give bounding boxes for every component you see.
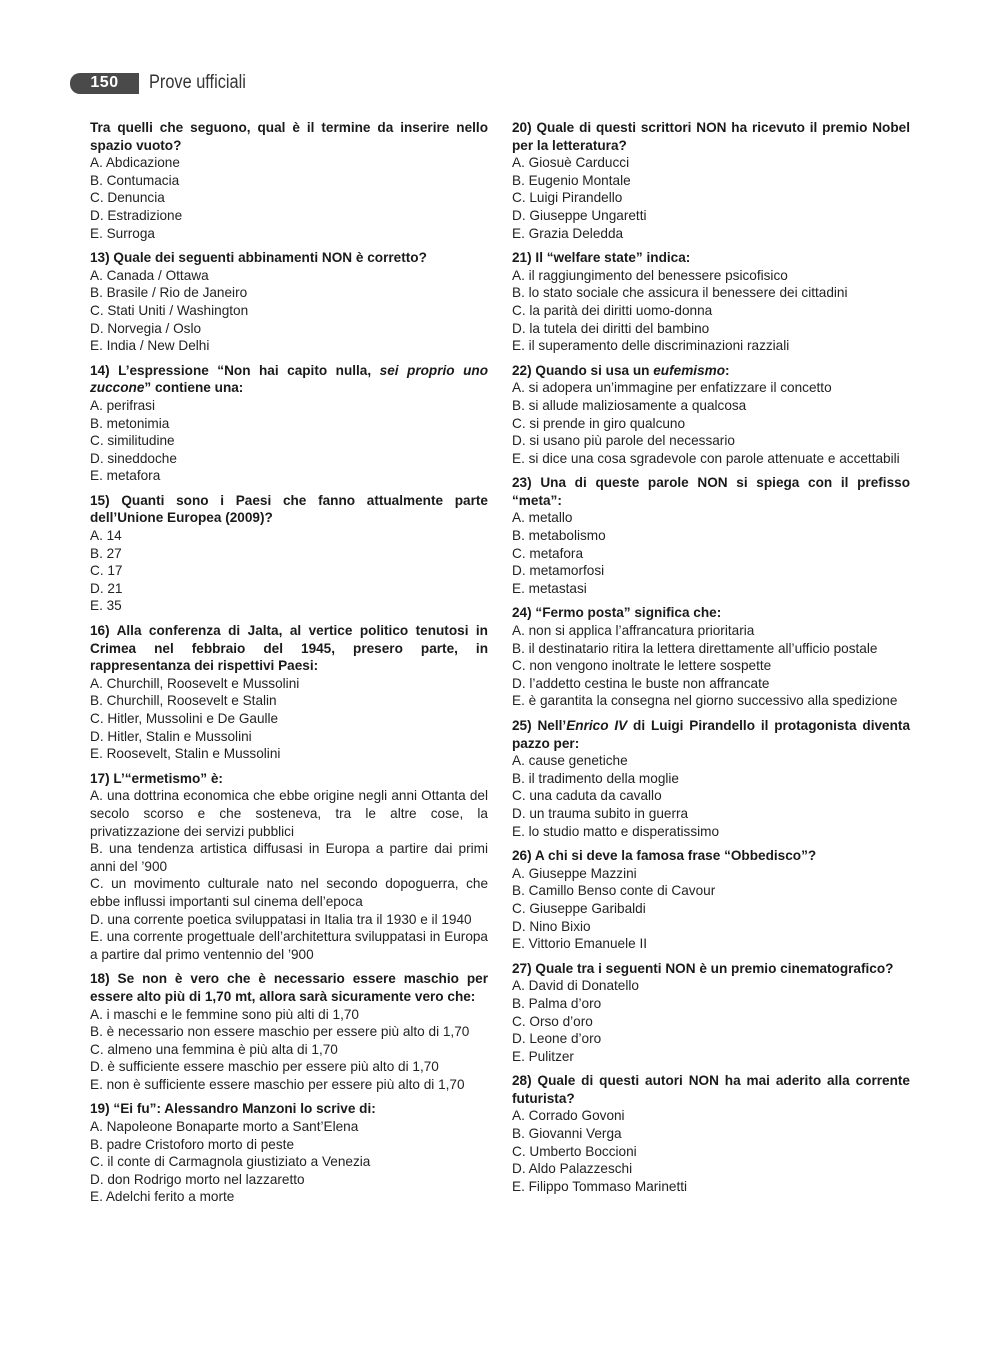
answer-options: [512, 379, 910, 467]
question-block: [512, 474, 910, 597]
answer-option: D. Aldo Palazzeschi: [512, 1161, 633, 1177]
question-block: [512, 847, 910, 953]
question-stem-italic: sei proprio uno zuccone: [90, 362, 488, 396]
answer-option: C. Umberto Boccioni: [512, 1143, 637, 1159]
right-column: [512, 119, 910, 1202]
question-stem-italic: eufemismo: [653, 362, 726, 378]
answer-option: B. è necessario non essere maschio per essere più alto di 1,70: [90, 1024, 470, 1040]
answer-option: E. Adelchi ferito a morte: [90, 1189, 235, 1205]
question-stem: 21) Il “welfare state” indica:: [512, 250, 691, 266]
question-stem-text: :: [725, 362, 730, 378]
answer-option: C. si prende in giro qualcuno: [512, 415, 686, 431]
question-block: [512, 960, 910, 1066]
answer-option: C. il conte di Carmagnola giustiziato a Venezia: [90, 1154, 371, 1170]
question-stem: [512, 362, 910, 380]
answer-options: [512, 622, 910, 710]
question-block: [512, 119, 910, 242]
answer-option: E. metastasi: [512, 580, 587, 596]
answer-option: B. Giovanni Verga: [512, 1126, 622, 1142]
question-stem: 18) Se non è vero che è necessario essere maschio per essere alto più di 1,70 mt, allora sarà sicuramente vero che:: [90, 971, 488, 1004]
question-block: [512, 604, 910, 710]
answer-option: E. Vittorio Emanuele II: [512, 936, 648, 952]
answer-options: [512, 509, 910, 597]
question-stem-text: 22) Quando si usa un: [512, 362, 654, 378]
answer-option: C. Orso d’oro: [512, 1013, 593, 1029]
answer-option: B. lo stato sociale che assicura il benessere dei cittadini: [512, 285, 848, 301]
question-stem-text: ” contiene una:: [144, 380, 244, 396]
answer-option: B. Camillo Benso conte di Cavour: [512, 883, 716, 899]
answer-option: A. cause genetiche: [512, 753, 628, 769]
answer-option: A. una dottrina economica che ebbe origine negli anni Ottanta del secolo scorso e che sosteneva, tra le altre cose, la privatizzazione dei servizi pubblici: [90, 788, 488, 839]
answer-option: D. metamorfosi: [512, 563, 605, 579]
question-block: [512, 249, 910, 355]
question-stem-italic: Enrico IV: [566, 718, 628, 733]
answer-option: D. la tutela dei diritti del bambino: [512, 320, 710, 336]
question-block: [90, 1100, 488, 1206]
answer-option: E. lo studio matto e disperatissimo: [512, 823, 720, 839]
answer-option: B. il tradimento della moglie: [512, 770, 679, 786]
page-number-badge: 150: [70, 73, 139, 94]
question-block: [90, 970, 488, 1093]
answer-option: C. Hitler, Mussolini e De Gaulle: [90, 711, 279, 726]
answer-option: D. Hitler, Stalin e Mussolini: [90, 728, 252, 744]
answer-options: [90, 787, 488, 963]
question-stem: 15) Quanti sono i Paesi che fanno attualmente parte dell’Unione Europea (2009)?: [90, 492, 488, 526]
section-title: Prove ufficiali: [149, 72, 246, 93]
answer-options: [90, 397, 488, 485]
answer-option: A. non si applica l’affrancatura prioritaria: [512, 623, 755, 639]
answer-option: E. si dice una cosa sgradevole con parole attenuate e accettabili: [512, 450, 900, 466]
answer-option: A. si adopera un’immagine per enfatizzare il concetto: [512, 380, 832, 396]
answer-option: D. è sufficiente essere maschio per essere più alto di 1,70: [90, 1059, 439, 1075]
answer-options: [90, 527, 488, 615]
answer-option: B. Churchill, Roosevelt e Stalin: [90, 693, 277, 709]
answer-option: E. una corrente progettuale dell’architettura sviluppatasi in Europa a partire dal primo ventennio del ’900: [90, 929, 488, 962]
answer-option: E. India / New Delhi: [90, 338, 210, 354]
question-stem: 20) Quale di questi scrittori NON ha ricevuto il premio Nobel per la letteratura?: [512, 120, 910, 153]
answer-option: B. metabolismo: [512, 528, 606, 544]
answer-option: A. i maschi e le femmine sono più alti di 1,70: [90, 1006, 359, 1022]
answer-options: [512, 865, 910, 953]
answer-option: C. un movimento culturale nato nel secondo dopoguerra, che ebbe influssi importanti sul cinema dell’epoca: [90, 876, 488, 909]
answer-option: E. il superamento delle discriminazioni razziali: [512, 338, 790, 354]
answer-option: D. 21: [90, 580, 123, 596]
answer-option: D. una corrente poetica sviluppatasi in Italia tra il 1930 e il 1940: [90, 911, 472, 927]
question-stem: Tra quelli che seguono, qual è il termine da inserire nello spazio vuoto?: [90, 120, 488, 153]
answer-option: C. non vengono inoltrate le lettere sospette: [512, 658, 772, 674]
answer-option: C. Stati Uniti / Washington: [90, 302, 249, 318]
question-block: [90, 492, 488, 615]
answer-option: A. Giuseppe Mazzini: [512, 865, 637, 881]
answer-option: B. Contumacia: [90, 172, 180, 188]
answer-option: B. una tendenza artistica diffusasi in Europa a partire dai primi anni del ’900: [90, 841, 488, 874]
answer-options: [90, 1118, 488, 1206]
answer-option: C. Denuncia: [90, 190, 165, 206]
answer-options: [90, 675, 488, 763]
question-stem: 26) A chi si deve la famosa frase “Obbedisco”?: [512, 848, 817, 864]
answer-option: D. Norvegia / Oslo: [90, 320, 202, 336]
question-stem: 28) Quale di questi autori NON ha mai aderito alla corrente futurista?: [512, 1073, 910, 1106]
answer-option: A. Giosuè Carducci: [512, 155, 630, 171]
answer-option: C. Luigi Pirandello: [512, 190, 623, 206]
question-block: [512, 717, 910, 840]
answer-option: E. non è sufficiente essere maschio per essere più alto di 1,70: [90, 1076, 465, 1092]
answer-option: C. una caduta da cavallo: [512, 788, 662, 804]
answer-option: B. padre Cristoforo morto di peste: [90, 1136, 294, 1152]
question-stem: 19) “Ei fu”: Alessandro Manzoni lo scrive di:: [90, 1101, 376, 1117]
answer-options: [90, 267, 488, 355]
question-stem: 27) Quale tra i seguenti NON è un premio cinematografico?: [512, 960, 894, 976]
answer-option: D. l’addetto cestina le buste non affrancate: [512, 675, 770, 691]
answer-options: [90, 1006, 488, 1094]
answer-option: B. 27: [90, 545, 122, 561]
question-stem: 17) L’“ermetismo” è:: [90, 770, 223, 786]
answer-option: C. la parità dei diritti uomo-donna: [512, 302, 713, 318]
question-block: [90, 362, 488, 485]
answer-options: [90, 154, 488, 242]
answer-option: E. metafora: [90, 468, 161, 484]
question-block: [90, 249, 488, 355]
answer-option: A. Churchill, Roosevelt e Mussolini: [90, 675, 300, 691]
answer-option: A. metallo: [512, 510, 573, 526]
question-stem: 13) Quale dei seguenti abbinamenti NON è corretto?: [90, 250, 427, 266]
answer-option: E. Pulitzer: [512, 1048, 574, 1064]
answer-option: D. Nino Bixio: [512, 918, 591, 934]
question-block: [90, 119, 488, 242]
answer-options: [512, 977, 910, 1065]
answer-option: E. 35: [90, 598, 122, 614]
answer-options: [512, 752, 910, 840]
answer-option: D. Estradizione: [90, 207, 183, 223]
answer-option: E. è garantita la consegna nel giorno successivo alla spedizione: [512, 693, 898, 709]
question-stem-text: di Luigi Pirandello il protagonista diventa pazzo per:: [512, 718, 911, 751]
answer-option: D. Giuseppe Ungaretti: [512, 207, 647, 223]
answer-option: E. Filippo Tommaso Marinetti: [512, 1178, 688, 1194]
question-block: [90, 770, 488, 964]
answer-option: E. Grazia Deledda: [512, 225, 624, 241]
answer-option: E. Roosevelt, Stalin e Mussolini: [90, 746, 281, 762]
question-block: [512, 362, 910, 468]
question-block: [90, 622, 488, 763]
answer-option: B. si allude maliziosamente a qualcosa: [512, 397, 747, 413]
question-stem: [90, 362, 488, 397]
answer-option: A. Corrado Govoni: [512, 1108, 625, 1124]
answer-option: C. Giuseppe Garibaldi: [512, 900, 646, 916]
left-column: [90, 119, 488, 1213]
answer-option: B. metonimia: [90, 415, 170, 431]
answer-option: A. Napoleone Bonaparte morto a Sant’Elena: [90, 1119, 359, 1135]
question-stem: [512, 717, 910, 752]
question-stem-text: 25) Nell’: [512, 718, 567, 733]
answer-option: A. il raggiungimento del benessere psicofisico: [512, 267, 788, 283]
answer-option: B. Eugenio Montale: [512, 172, 631, 188]
answer-option: C. almeno una femmina è più alta di 1,70: [90, 1041, 338, 1057]
answer-options: [512, 1107, 910, 1195]
answer-option: C. metafora: [512, 545, 584, 561]
answer-option: D. si usano più parole del necessario: [512, 433, 735, 449]
answer-options: [512, 267, 910, 355]
answer-option: A. David di Donatello: [512, 978, 639, 994]
answer-option: A. 14: [90, 528, 122, 544]
question-stem: 24) “Fermo posta” significa che:: [512, 605, 722, 621]
answer-option: E. Surroga: [90, 225, 155, 241]
question-block: [512, 1072, 910, 1195]
page-header: [70, 71, 262, 95]
answer-option: A. Canada / Ottawa: [90, 267, 209, 283]
answer-option: D. un trauma subito in guerra: [512, 805, 689, 821]
answer-option: D. don Rodrigo morto nel lazzaretto: [90, 1171, 305, 1187]
answer-option: B. Palma d’oro: [512, 995, 602, 1011]
question-stem-text: 14) L’espressione “Non hai capito nulla,: [90, 362, 380, 378]
answer-option: A. Abdicazione: [90, 155, 180, 171]
question-stem: 23) Una di queste parole NON si spiega con il prefisso “meta”:: [512, 475, 910, 508]
answer-options: [512, 154, 910, 242]
answer-option: C. 17: [90, 563, 123, 579]
answer-option: B. Brasile / Rio de Janeiro: [90, 285, 248, 301]
answer-option: A. perifrasi: [90, 397, 155, 413]
answer-option: D. sineddoche: [90, 450, 177, 466]
question-stem: 16) Alla conferenza di Jalta, al vertice politico tenutosi in Crimea nel febbraio del 1945, presero parte, in rappresentanza dei rispettivi Paesi:: [90, 623, 488, 674]
answer-option: D. Leone d’oro: [512, 1031, 602, 1047]
answer-option: C. similitudine: [90, 433, 175, 449]
answer-option: B. il destinatario ritira la lettera direttamente all’ufficio postale: [512, 640, 878, 656]
